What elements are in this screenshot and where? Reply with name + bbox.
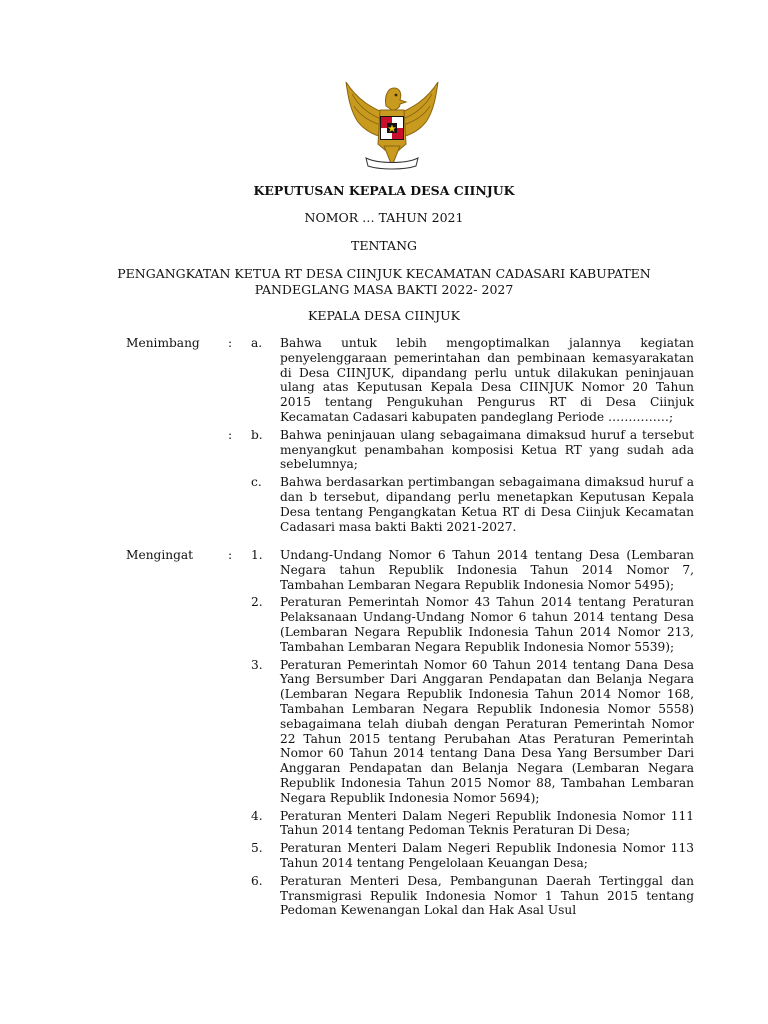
item-text: Undang-Undang Nomor 6 Tahun 2014 tentang Desa (Lembaran Negara tahun Republik Indonesia Tahun 2014 Nomor 7, Tambahan Lembaran Negara Republik Indonesia Nomor 5495); [280,548,694,592]
subject-line-1: PENGANGKATAN KETUA RT DESA CIINJUK KECAMATAN CADASARI KABUPATEN [117,266,651,281]
tentang-heading: TENTANG [350,238,417,253]
menimbang-item-c [0,475,768,534]
item-marker: 6. [251,873,263,888]
decree-title: KEPUTUSAN KEPALA DESA CIINJUK [253,183,515,198]
item-marker: a. [251,336,263,350]
mengingat-item-4 [0,809,768,839]
item-marker: 1. [251,548,263,562]
item-marker: b. [251,427,263,442]
mengingat-item-3 [0,658,768,806]
item-text: Peraturan Menteri Dalam Negeri Republik Indonesia Nomor 111 Tahun 2014 tentang Pedoman Teknis Peraturan Di Desa; [280,808,694,838]
item-colon: : [228,548,233,562]
item-marker: 5. [251,841,263,856]
menimbang-label: Menimbang [126,336,200,350]
item-marker: c. [251,475,262,490]
menimbang-item-b [0,428,768,472]
item-text: Bahwa berdasarkan pertimbangan sebagaimana dimaksud huruf a dan b tersebut, dipandang perlu menetapkan Keputusan Kepala Desa tentang Pengangkatan Ketua RT di Desa Ciinjuk Kecamatan Cadasari masa bakti Bakti 2021-2027. [280,475,694,534]
mengingat-section [0,548,768,918]
item-text: Peraturan Pemerintah Nomor 60 Tahun 2014 tentang Dana Desa Yang Bersumber Dari Anggaran Pendapatan dan Belanja Negara (Lembaran Negara Republik Indonesia Tahun 2014 Nomor 168, Tambahan Lembaran Negara Republik Indonesia Nomor 5558) sebagaimana telah diubah dengan Peraturan Pemerintah Nomor 22 Tahun 2015 tentang Perubahan Atas Peraturan Pemerintah Nomor 60 Tahun 2014 tentang Dana Desa Yang Bersumber Dari Anggaran Pendapatan dan Belanja Negara (Lembaran Negara Republik Indonesia Tahun 2015 Nomor 88, Tambahan Lembaran Negara Republik Indonesia Nomor 5694); [280,657,694,805]
item-colon: : [228,427,233,442]
garuda-emblem-icon [340,76,444,172]
mengingat-item-5 [0,841,768,871]
item-text: Bahwa untuk lebih mengoptimalkan jalannya kegiatan penyelenggaraan pemerintahan dan pembinaan kemasyarakatan di Desa CIINJUK, dipandang perlu untuk dilakukan peninjauan ulang atas Keputusan Kepala Desa CIINJUK Nomor 20 Tahun 2015 tentang Pengukuhan Pengurus RT di Desa Ciinjuk Kecamatan Cadasari kabupaten pandeglang Periode ……………; [280,336,694,424]
item-marker: 2. [251,595,263,610]
menimbang-item-a [0,336,768,425]
menimbang-section [0,336,768,534]
mengingat-item-2 [0,595,768,654]
official-title: KEPALA DESA CIINJUK [307,308,461,323]
item-colon: : [228,336,233,350]
item-marker: 3. [251,657,263,672]
mengingat-item-1 [0,548,768,592]
item-text: Peraturan Menteri Desa, Pembangunan Daerah Tertinggal dan Transmigrasi Repulik Indonesia Nomor 1 Tahun 2015 tentang Pedoman Kewenangan Lokal dan Hak Asal Usul [280,873,694,918]
item-marker: 4. [251,808,263,823]
item-text: Peraturan Pemerintah Nomor 43 Tahun 2014 tentang Peraturan Pelaksanaan Undang-Undang Nomor 6 tahun 2014 tentang Desa (Lembaran Negara Republik Indonesia Tahun 2014 Nomor 213, Tambahan Lembaran Negara Republik Indonesia Nomor 5539); [280,595,694,654]
mengingat-item-6 [0,874,768,918]
item-text: Peraturan Menteri Dalam Negeri Republik Indonesia Nomor 113 Tahun 2014 tentang Pengelolaan Keuangan Desa; [280,841,694,870]
subject-line-2: PANDEGLANG MASA BAKTI 2022- 2027 [254,282,514,297]
mengingat-label: Mengingat [126,548,194,562]
item-text: Bahwa peninjauan ulang sebagaimana dimaksud huruf a tersebut menyangkut penambahan komposisi Ketua RT yang sudah ada sebelumnya; [280,427,694,472]
decree-number: NOMOR … TAHUN 2021 [304,210,464,225]
